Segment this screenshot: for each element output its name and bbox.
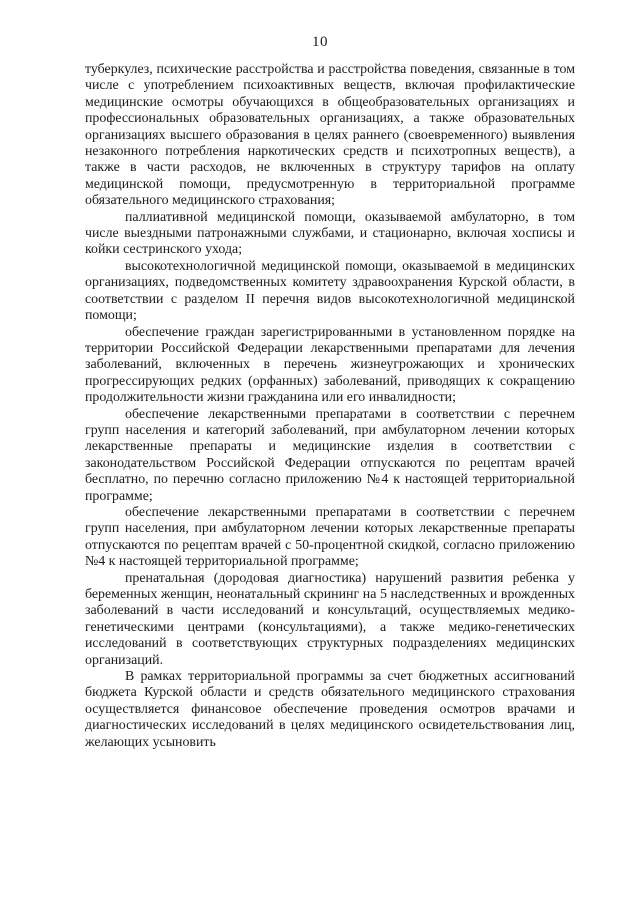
paragraph-tuberculosis-continuation: туберкулез, психические расстройства и расстройства поведения, связанные в том числе с употреблением психоактивных веществ, включая профилактические медицинские осмотры обучающихся в общеобразовательных организациях и профессиональных образовательных организациях, а также образовательных организациях высшего образования в целях раннего (своевременного) выявления незаконного потребления наркотических средств и психотропных веществ), а также в части расходов, не включенных в структуру тарифов на оплату медицинской помощи, предусмотренную в территориальной программе обязательного медицинского страхования; <box>85 62 575 209</box>
page-number: 10 <box>312 34 328 50</box>
paragraph-adoption-examinations: В рамках территориальной программы за счет бюджетных ассигнований бюджета Курской области и средств обязательного медицинского страхования осуществляется финансовое обеспечение проведения осмотров врачами и диагностических исследований в целях медицинского освидетельствования лиц, желающих усыновить <box>85 669 575 750</box>
paragraph-orphan-diseases: обеспечение граждан зарегистрированными в установленном порядке на территории Российской Федерации лекарственными препаратами для лечения заболеваний, включенных в перечень жизнеугрожающих и хронических прогрессирующих редких (орфанных) заболеваний, приводящих к сокращению продолжительности жизни гражданина или его инвалидности; <box>85 324 575 406</box>
paragraph-palliative-care: паллиативной медицинской помощи, оказываемой амбулаторно, в том числе выездными патронажными службами, и стационарно, включая хосписы и койки сестринского ухода; <box>85 209 575 258</box>
paragraph-prenatal-diagnostics: пренатальная (дородовая диагностика) нарушений развития ребенка у беременных женщин, неонатальный скрининг на 5 наследственных и врожденных заболеваний в части исследований и консультаций, осуществляемых медико-генетическими центрами (консультациями), а также медико-генетических исследований в соответствующих структурных подразделениях медицинских организаций. <box>85 570 575 668</box>
paragraph-discount-medicines: обеспечение лекарственными препаратами в соответствии с перечнем групп населения, при амбулаторном лечении которых лекарственные препараты отпускаются по рецептам врачей с 50-процентной скидкой, согласно приложению №4 к настоящей территориальной программе; <box>85 504 575 570</box>
paragraph-high-tech-care: высокотехнологичной медицинской помощи, оказываемой в медицинских организациях, подведомственных комитету здравоохранения Курской области, в соответствии с разделом II перечня видов высокотехнологичной медицинской помощи; <box>85 258 575 324</box>
document-body <box>85 62 575 751</box>
paragraph-free-medicines: обеспечение лекарственными препаратами в соответствии с перечнем групп населения и категорий заболеваний, при амбулаторном лечении которых лекарственные препараты и медицинские изделия в соответствии с законодательством Российской Федерации отпускаются по рецептам врачей бесплатно, по перечню согласно приложению №4 к настоящей территориальной программе; <box>85 406 575 504</box>
